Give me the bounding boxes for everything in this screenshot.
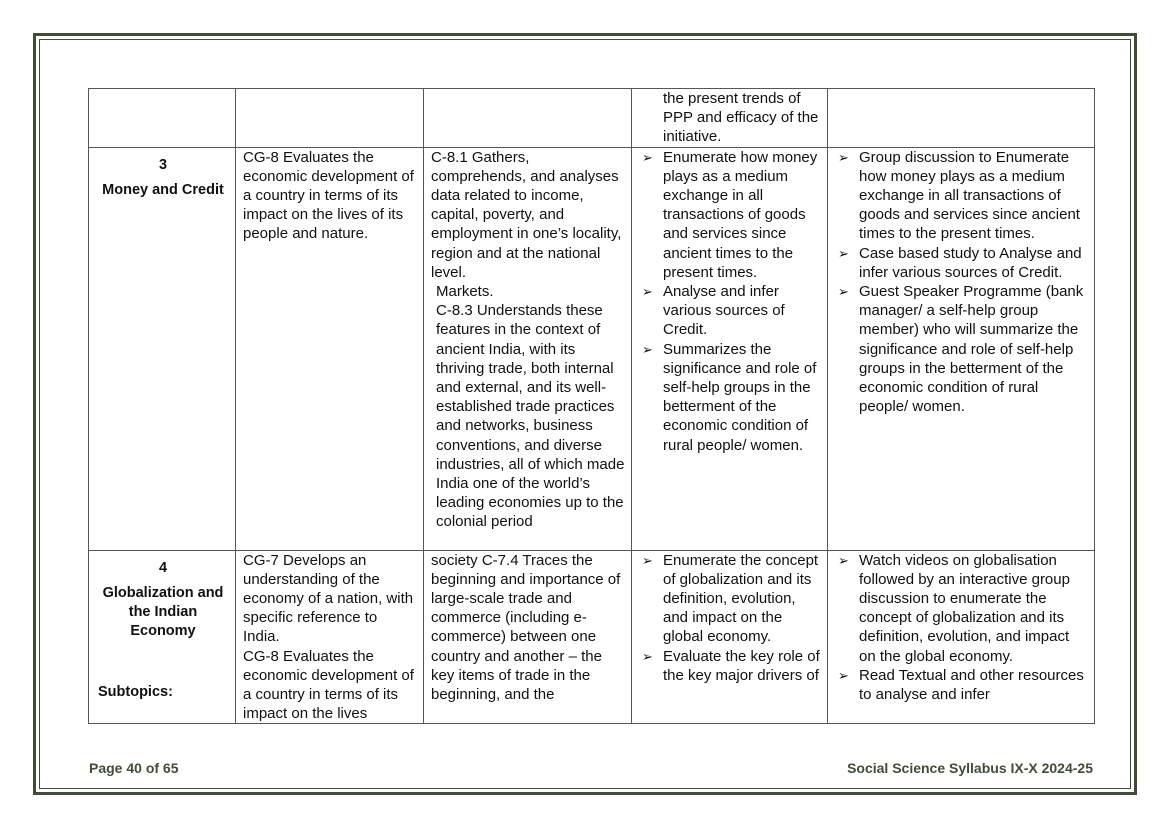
unit-cell: [89, 147, 236, 550]
document-title: Social Science Syllabus IX-X 2024-25: [847, 760, 1093, 776]
arrow-bullet-icon: ➢: [642, 284, 653, 300]
page-number: Page 40 of 65: [89, 760, 179, 776]
unit-number: 3: [158, 156, 168, 173]
arrow-bullet-icon: ➢: [838, 552, 849, 568]
competency: society C-7.4 Traces the beginning and importance of large-scale trade and commerce (including e-commerce) between one country and another – the key items of trade in the beginning, and the: [431, 551, 621, 704]
curricular-goals-cell: [236, 89, 424, 148]
learning-outcomes-cell: [632, 89, 828, 148]
learning-outcomes-list: [639, 551, 822, 685]
list-item: ➢ Watch videos on globalisation followed by an interactive group discussion to enumerate the concept of globalization and its definition, evolution, and impact on the global economy.: [838, 551, 1070, 665]
pedagogy-list: [835, 148, 1089, 417]
unit-cell: [89, 89, 236, 148]
list-item: ➢ Summarizes the significance and role of self-help groups in the betterment of the economic condition of rural people/ women.: [642, 340, 817, 454]
competencies-cell: [424, 147, 632, 550]
list-item: ➢ Guest Speaker Programme (bank manager/ a self-help group member) who will summarize the significance and role of self-help groups in the betterment of the economic condition of rural people/ women.: [838, 283, 1084, 416]
arrow-bullet-icon: ➢: [642, 648, 653, 664]
syllabus-table: [88, 88, 1095, 724]
list-item: ➢ Analyse and infer various sources of Credit.: [642, 283, 785, 339]
competency: C-8.3 Understands these features in the context of ancient India, with its thriving trade, both internal and external, and its well-established trade practices and networks, business conventions, and diverse industries, all of which made India one of the world’s leading economies up to the colonial period: [436, 302, 625, 531]
curricular-goals-cell: [236, 550, 424, 724]
learning-outcomes-cell: [632, 147, 828, 550]
list-item: ➢ Evaluate the key role of the key major drivers of: [642, 647, 820, 684]
learning-outcomes-cell: [632, 550, 828, 724]
table-row: [89, 89, 1095, 148]
arrow-bullet-icon: ➢: [642, 552, 653, 568]
competencies-cell: [424, 89, 632, 148]
arrow-bullet-icon: ➢: [642, 341, 653, 357]
learning-outcome-text: the present trends of PPP and efficacy of the initiative.: [663, 90, 819, 146]
list-item: ➢ Case based study to Analyse and infer various sources of Credit.: [838, 244, 1082, 281]
list-item: ➢ Enumerate how money plays as a medium exchange in all transactions of goods and services since ancient times to the present times.: [642, 148, 818, 281]
list-item: ➢ Read Textual and other resources to analyse and infer: [838, 666, 1084, 704]
arrow-bullet-icon: ➢: [838, 245, 849, 261]
arrow-bullet-icon: ➢: [642, 149, 653, 165]
unit-cell: [89, 550, 236, 724]
unit-number: 4: [158, 559, 168, 576]
curricular-goal: CG-8 Evaluates the economic development of a country in terms of its impact on the lives: [243, 647, 414, 723]
competency: C-8.1 Gathers, comprehends, and analyses data related to income, capital, poverty, and employment in one’s locality, region and at the national level.: [431, 148, 622, 281]
competency: Markets.: [436, 283, 494, 301]
list-item: ➢ Enumerate the concept of globalization and its definition, evolution, and impact on the global economy.: [642, 551, 819, 646]
competencies-cell: [424, 550, 632, 724]
curricular-goals-cell: [236, 147, 424, 550]
unit-name: Globalization and the Indian Economy: [102, 584, 224, 640]
pedagogy-cell: [828, 147, 1095, 550]
pedagogy-cell: [828, 89, 1095, 148]
arrow-bullet-icon: ➢: [838, 149, 849, 165]
curricular-goal: CG-7 Develops an understanding of the economy of a nation, with specific reference to India.: [243, 551, 414, 646]
arrow-bullet-icon: ➢: [838, 667, 849, 683]
pedagogy-list: [835, 551, 1089, 705]
learning-outcomes-list: [639, 148, 822, 455]
table-row: [89, 147, 1095, 550]
table-row: [89, 550, 1095, 724]
curricular-goal: CG-8 Evaluates the economic development of a country in terms of its impact on the lives of its people and nature.: [243, 148, 414, 243]
pedagogy-cell: [828, 550, 1095, 724]
arrow-bullet-icon: ➢: [838, 284, 849, 300]
subtopics-label: Subtopics:: [98, 684, 173, 701]
unit-name: Money and Credit: [102, 181, 224, 198]
list-item: ➢ Group discussion to Enumerate how money plays as a medium exchange in all transactions of goods and services since ancient times to the present times.: [838, 148, 1080, 243]
